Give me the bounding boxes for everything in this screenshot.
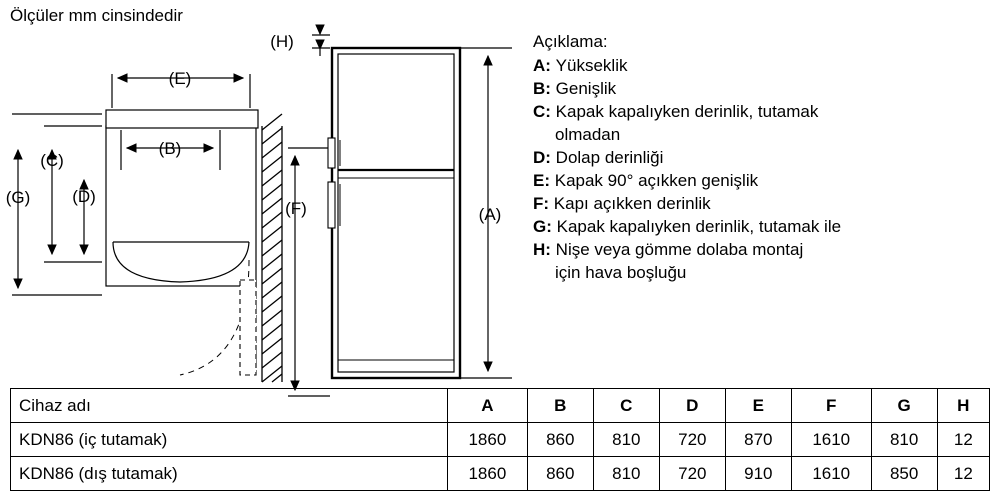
table-cell-B: 860 [527, 457, 593, 491]
legend-text-H-cont: için hava boşluğu [555, 263, 687, 282]
table-cell-E: 870 [725, 423, 791, 457]
table-row [11, 423, 990, 457]
legend-title: Açıklama: [533, 32, 608, 51]
table-header-device: Cihaz adı [11, 389, 448, 423]
table-header-G: G [871, 389, 937, 423]
dim-label-A: (A) [478, 205, 502, 224]
legend-key-D: D [533, 148, 546, 167]
table-cell-F: 1610 [791, 423, 871, 457]
table-header-H: H [937, 389, 989, 423]
legend-key-B: B [533, 79, 546, 98]
table-row [11, 457, 990, 491]
front-view-diagram [270, 30, 520, 380]
dim-label-E: (E) [168, 69, 192, 88]
legend-item-B: B : Genişlik [533, 79, 617, 98]
legend-text-G: Kapak kapalıyken derinlik, tutamak ile [556, 217, 842, 236]
table-cell-F: 1610 [791, 457, 871, 491]
legend-key-E: E [533, 171, 545, 190]
dimensions-table [10, 388, 990, 491]
legend-text-H: Nişe veya gömme dolaba montaj [555, 240, 804, 259]
table-cell-H: 12 [937, 423, 989, 457]
table-cell-A: 1860 [448, 423, 528, 457]
legend-key-C: C [533, 102, 546, 121]
legend-item-C: C : Kapak kapalıyken derinlik, tutamak [533, 102, 819, 121]
legend-text-C-cont: olmadan [555, 125, 621, 144]
table-cell-D: 720 [659, 423, 725, 457]
legend-item-H: H : Nişe veya gömme dolaba montaj [533, 240, 804, 259]
table-cell-D: 720 [659, 457, 725, 491]
table-header-E: E [725, 389, 791, 423]
table-header-row [11, 389, 990, 423]
legend-key-H: H [533, 240, 546, 259]
table-cell-E: 910 [725, 457, 791, 491]
legend-item-D: D : Dolap derinliği [533, 148, 664, 167]
table-cell-A: 1860 [448, 457, 528, 491]
legend [533, 30, 993, 284]
dim-label-F: (F) [285, 199, 307, 218]
legend-key-F: F [533, 194, 544, 213]
legend-item-A: A : Yükseklik [533, 56, 628, 75]
dim-label-C: (C) [40, 151, 64, 170]
table-header-C: C [593, 389, 659, 423]
table-cell-G: 850 [871, 457, 937, 491]
table-cell-device: KDN86 (iç tutamak) [11, 423, 448, 457]
dim-label-B: (B) [158, 139, 182, 158]
dim-label-D: (D) [72, 187, 96, 206]
legend-item-G: G : Kapak kapalıyken derinlik, tutamak ile [533, 217, 842, 236]
table-cell-H: 12 [937, 457, 989, 491]
table-cell-B: 860 [527, 423, 593, 457]
table-cell-C: 810 [593, 423, 659, 457]
legend-text-E: Kapak 90° açıkken genişlik [554, 171, 759, 190]
legend-text-A: Yükseklik [555, 56, 628, 75]
table-header-F: F [791, 389, 871, 423]
dim-label-G: (G) [5, 188, 31, 207]
units-note: Ölçüler mm cinsindedir [10, 6, 183, 25]
table-header-B: B [527, 389, 593, 423]
legend-key-A: A [533, 56, 546, 75]
table-cell-G: 810 [871, 423, 937, 457]
legend-text-F: Kapı açıkken derinlik [553, 194, 711, 213]
table-header-A: A [448, 389, 528, 423]
legend-text-D: Dolap derinliği [555, 148, 664, 167]
legend-text-B: Genişlik [555, 79, 617, 98]
table-cell-C: 810 [593, 457, 659, 491]
table-header-D: D [659, 389, 725, 423]
legend-text-C: Kapak kapalıyken derinlik, tutamak [555, 102, 819, 121]
legend-key-G: G [533, 217, 547, 236]
legend-item-F: F : Kapı açıkken derinlik [533, 194, 711, 213]
dim-label-H: (H) [270, 32, 294, 51]
legend-item-E: E : Kapak 90° açıkken genişlik [533, 171, 759, 190]
table-cell-device: KDN86 (dış tutamak) [11, 457, 448, 491]
